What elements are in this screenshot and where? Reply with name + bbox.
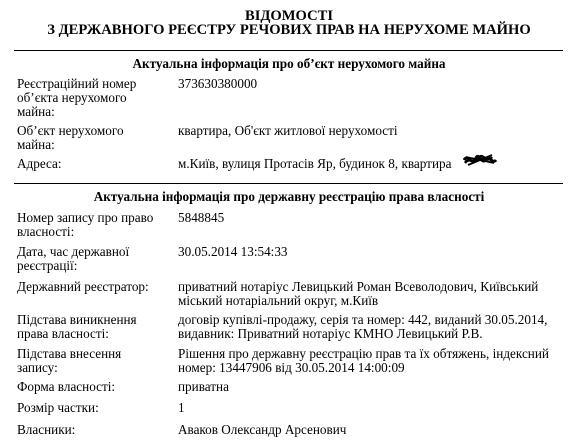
field-label: власності: [17, 224, 75, 239]
field-value: міський нотаріальний округ, м.Київ [178, 293, 379, 308]
field-value: номер: 13447906 від 30.05.2014 14:00:09 [178, 360, 405, 375]
field-value: видавник: Приватний нотаріус КМНО Левицький Р.В. [178, 326, 483, 341]
field-value: квартира, Об'єкт житлової нерухомості [178, 123, 398, 138]
field-value: 30.05.2014 13:54:33 [178, 244, 288, 259]
field-label: майна: [17, 104, 55, 119]
field-value: приватний нотаріус Левицький Роман Всеволодович, Київський [178, 279, 539, 294]
field-value: приватна [178, 379, 229, 394]
field-label: Реєстраційний номер [17, 76, 137, 91]
title-line-2: З ДЕРЖАВНОГО РЕЄСТРУ РЕЧОВИХ ПРАВ НА НЕРУХОМЕ МАЙНО [47, 22, 531, 38]
title-line-1: ВІДОМОСТІ [244, 8, 334, 24]
field-value: м.Київ, вулиця Протасів Яр, будинок 8, квартира [178, 156, 452, 171]
section-header-registration: Актуальна інформація про державну реєстрацію права власності [93, 189, 485, 204]
field-label: майна: [17, 137, 55, 152]
divider [14, 183, 563, 184]
field-value: 373630380000 [178, 76, 258, 91]
field-label: Об’єкт нерухомого [17, 123, 124, 138]
field-value: договір купівлі-продажу, серія та номер: 442, виданий 30.05.2014, [178, 312, 548, 327]
field-label: об’єкта нерухомого [17, 90, 127, 105]
field-label: Адреса: [17, 156, 62, 171]
redaction-scribble-icon [462, 151, 498, 169]
field-value: Аваков Олександр Арсенович [178, 422, 347, 437]
field-label: Державний реєстратор: [17, 279, 149, 294]
field-value: Рішення про державну реєстрацію прав та їх обтяжень, індексний [178, 346, 549, 361]
field-label: реєстрації: [17, 258, 78, 273]
field-label: Дата, час державної [17, 244, 130, 259]
field-label: запису: [17, 360, 58, 375]
field-label: Власники: [17, 422, 76, 437]
field-label: Номер запису про право [17, 210, 154, 225]
field-label: Розмір частки: [17, 400, 99, 415]
field-value: 5848845 [178, 210, 225, 225]
field-label: Форма власності: [17, 379, 116, 394]
field-value: 1 [178, 400, 185, 415]
divider [14, 50, 563, 51]
field-label: права власності: [17, 326, 109, 341]
field-label: Підстава виникнення [17, 312, 137, 327]
field-label: Підстава внесення [17, 346, 122, 361]
section-header-object: Актуальна інформація про об’єкт нерухомого майна [132, 56, 446, 71]
